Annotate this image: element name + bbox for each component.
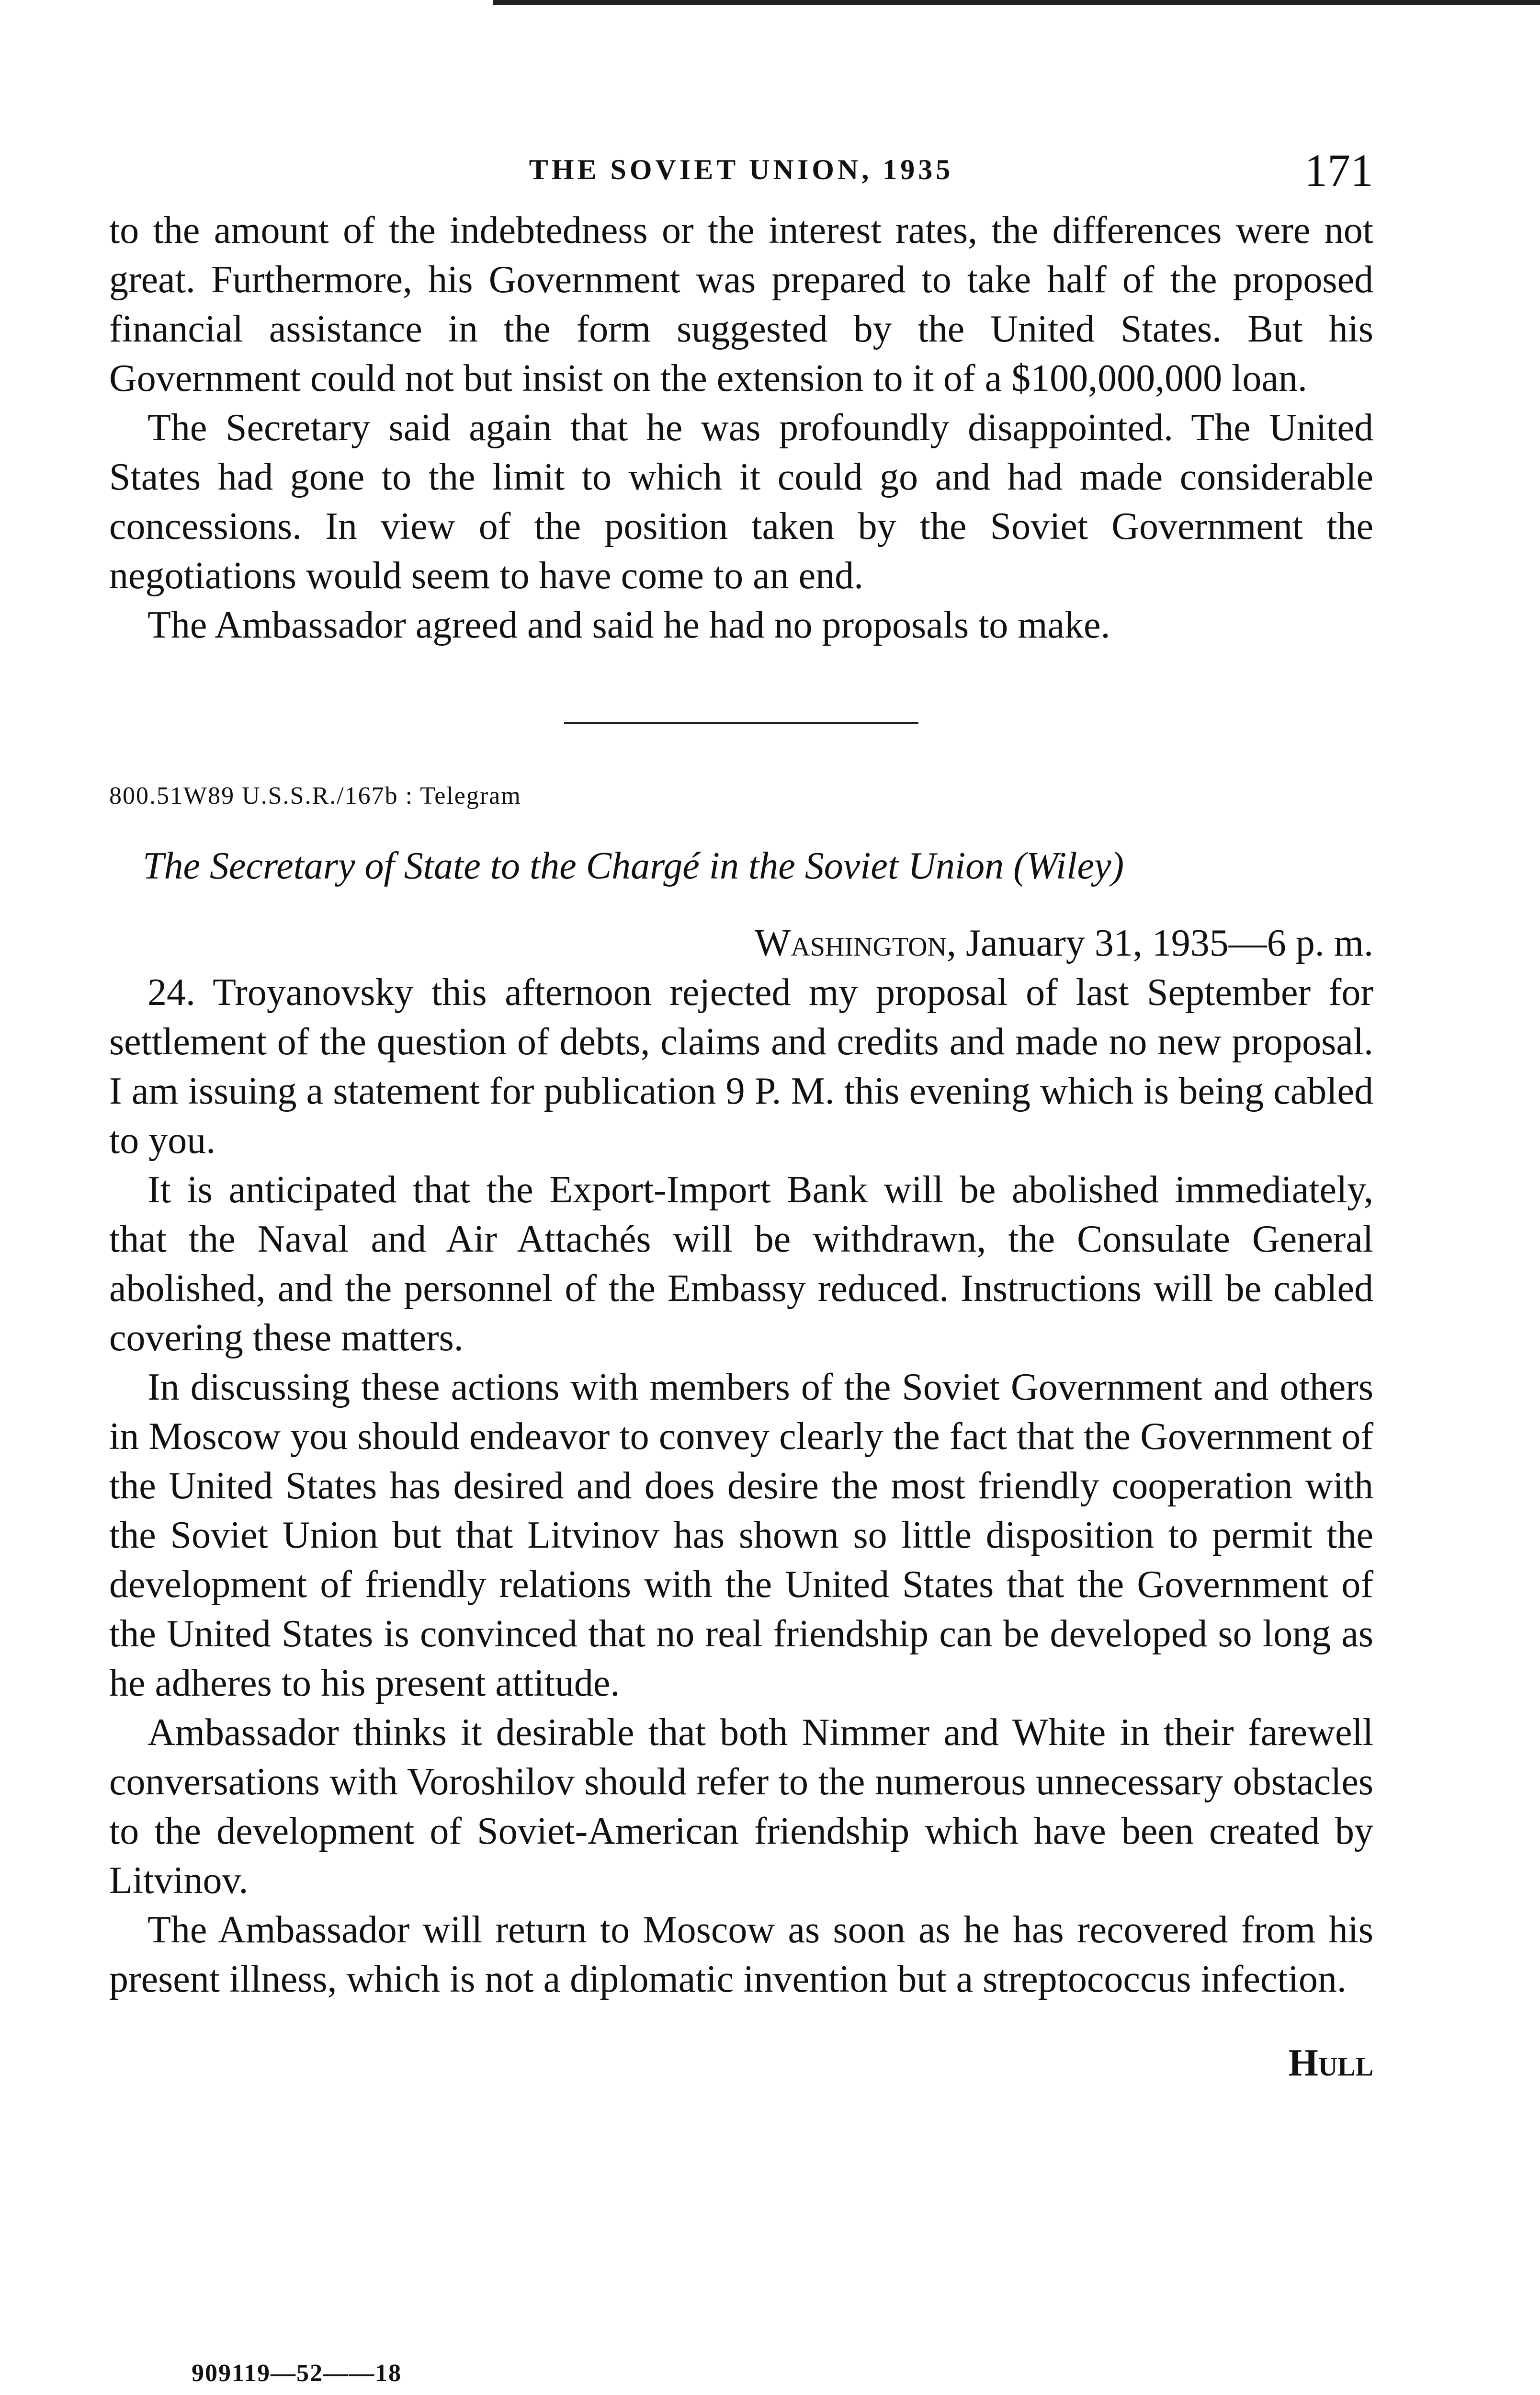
- continuation-paragraph: The Secretary said again that he was profoundly disappointed. The United States had gone to the limit to which it could go and had made considerable concessions. In view of the position taken by the Soviet Government the negotiations would seem to have come to an end.: [109, 407, 1373, 597]
- running-head: [109, 144, 1373, 206]
- telegram-paragraph: 24. Troyanovsky this afternoon rejected my proposal of last September for settlement of the question of debts, claims and credits and made no new proposal. I am issuing a statement for publication 9 P. M. this evening which is being cabled to you.: [109, 971, 1373, 1162]
- dateline-date: , January 31, 1935—6 p. m.: [946, 922, 1373, 964]
- page-body: [109, 144, 1373, 2088]
- section-divider: [564, 722, 918, 724]
- dateline-place: Washington: [754, 922, 947, 964]
- telegram-paragraph: Ambassador thinks it desirable that both Nimmer and White in their farewell conversations with Voroshilov should refer to the numerous unnecessary obstacles to the development of Soviet-American friendship which have been created by Litvinov.: [109, 1711, 1373, 1902]
- page-number: 171: [1304, 145, 1373, 196]
- printer-mark: 909119—52——18: [192, 2360, 402, 2387]
- telegram-paragraph: It is anticipated that the Export-Import Bank will be abolished immediately, that the Naval and Air Attachés will be withdrawn, the Consulate General abolished, and the personnel of the Embassy reduced. Instructions will be cabled covering these matters.: [109, 1169, 1373, 1359]
- telegram-paragraph: The Ambassador will return to Moscow as soon as he has recovered from his present illness, which is not a diplomatic invention but a streptococcus infection.: [109, 1909, 1373, 2000]
- signature: Hull: [1288, 2042, 1373, 2084]
- top-edge-rule: [493, 0, 1540, 5]
- dateline: [109, 919, 1373, 968]
- continuation-paragraph: The Ambassador agreed and said he had no proposals to make.: [147, 604, 1110, 646]
- running-title: THE SOVIET UNION, 1935: [529, 154, 954, 185]
- telegram-paragraph: In discussing these actions with members of the Soviet Government and others in Moscow you should endeavor to convey clearly the fact that the Government of the United States has desired and does desire the most friendly cooperation with the Soviet Union but that Litvinov has shown so little disposition to permit the development of friendly relations with the United States that the Government of the United States is convinced that no real friendship can be developed so long as he adheres to his present attitude.: [109, 1366, 1373, 1704]
- continuation-paragraph: to the amount of the indebtedness or the interest rates, the differences were not great. Furthermore, his Government was prepared to take half of the proposed financial assistance in the form suggested by the United States. But his Government could not but insist on the extension to it of a $100,000,000 loan.: [109, 209, 1373, 399]
- file-reference: 800.51W89 U.S.S.R./167b : Telegram: [109, 782, 521, 810]
- document-title: The Secretary of State to the Chargé in the Soviet Union (Wiley): [143, 845, 1124, 887]
